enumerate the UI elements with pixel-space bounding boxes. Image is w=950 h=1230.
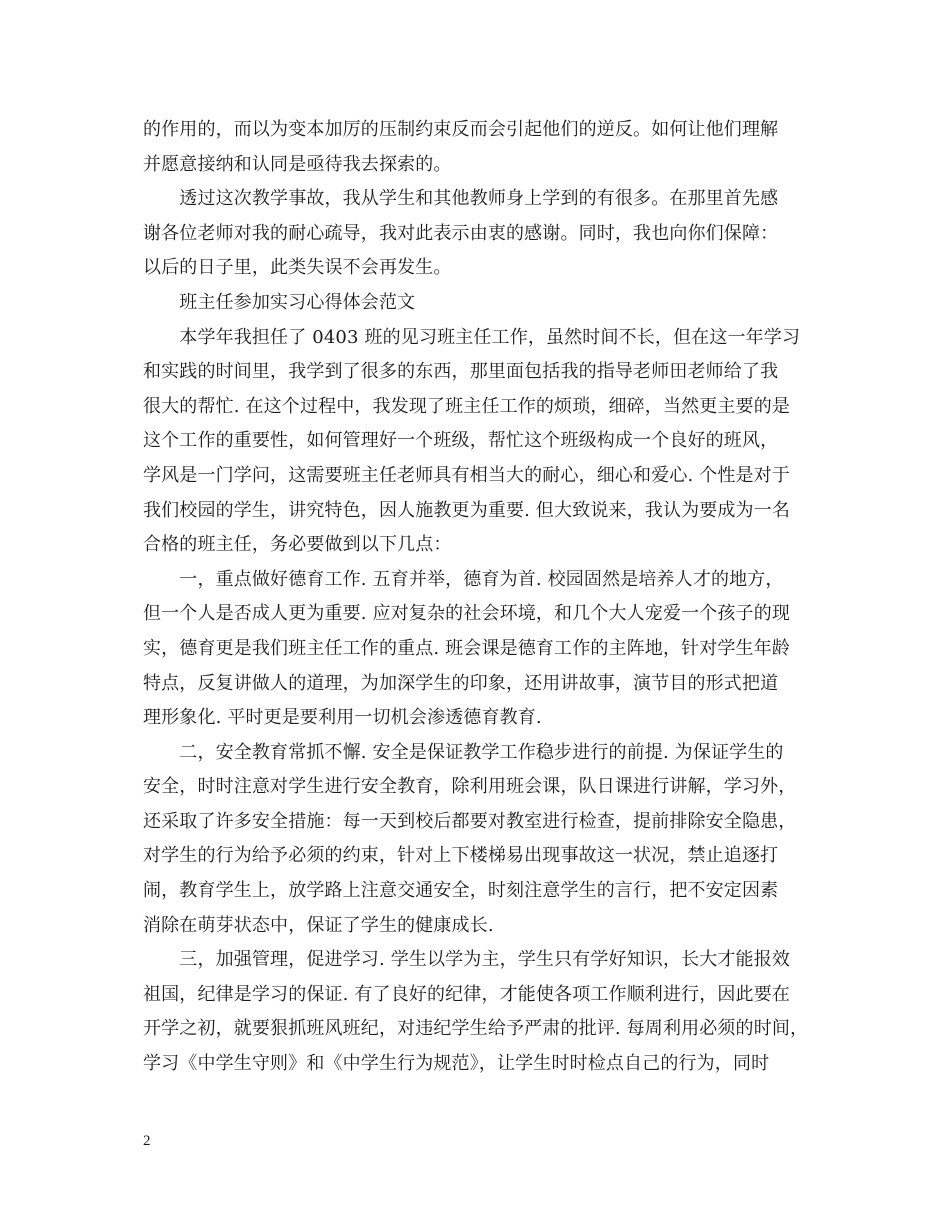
text-line: 理形象化. 平时更是要利用一切机会渗透德育教育. [143,707,542,729]
text-line: 的作用的，而以为变本加厉的压制约束反而会引起他们的逆反。如何让他们理解 [143,119,779,140]
text-line: 特点，反复讲做人的道理，为加深学生的印象，还用讲故事，演节目的形式把道 [143,672,779,694]
text-line: 三，加强管理，促进学习. 学生以学为主，学生只有学好知识，长大才能报效 [143,949,790,971]
text-line: 谢各位老师对我的耐心疏导，我对此表示由衷的感谢。同时，我也向你们保障： [143,222,779,244]
body-text [143,113,813,1082]
text-line: 这个工作的重要性，如何管理好一个班级，帮忙这个班级构成一个良好的班风， [143,430,779,452]
text-line: 班主任参加实习心得体会范文 [143,291,416,313]
text-line: 对学生的行为给予必须的约束，针对上下楼梯易出现事故这一状况，禁止追逐打 [143,845,779,867]
text-line: 二，安全教育常抓不懈. 安全是保证教学工作稳步进行的前提. 为保证学生的 [143,741,784,763]
text-line: 闹，教育学生上，放学路上注意交通安全，时刻注意学生的言行，把不安定因素 [143,880,779,902]
text-line: 消除在萌芽状态中，保证了学生的健康成长. [143,914,494,936]
text-line: 以后的日子里，此类失误不会再发生。 [143,257,452,279]
text-line: 透过这次教学事故，我从学生和其他教师身上学到的有很多。在那里首先感 [143,188,779,210]
text-line: 很大的帮忙. 在这个过程中，我发现了班主任工作的烦琐，细碎，当然更主要的是 [143,395,790,417]
text-line: 和实践的时间里，我学到了很多的东西，那里面包括我的指导老师田老师给了我 [143,361,779,383]
text-line: 安全，时时注意对学生进行安全教育，除利用班会课，队日课进行讲解，学习外， [143,776,797,798]
page-number: 2 [143,1133,151,1149]
text-line: 祖国，纪律是学习的保证. 有了良好的纪律，才能使各项工作顺利进行，因此要在 [143,983,790,1005]
text-line: 还采取了许多安全措施：每一天到校后都要对教室进行检查，提前排除安全隐患， [143,810,797,832]
text-line: 一，重点做好德育工作. 五育并举，德育为首. 校园固然是培养人才的地方， [143,568,784,590]
text-line: 合格的班主任，务必要做到以下几点： [143,534,452,556]
text-line: 我们校园的学生，讲究特色，因人施教更为重要. 但大致说来，我认为要成为一名 [143,499,790,521]
text-line: 学习《中学生守则》和《中学生行为规范》，让学生时时检点自己的行为，同时 [143,1053,770,1075]
text-line: 学风是一门学问，这需要班主任老师具有相当大的耐心，细心和爱心. 个性是对于 [143,464,790,486]
text-line: 实，德育更是我们班主任工作的重点. 班会课是德育工作的主阵地，针对学生年龄 [143,637,790,659]
text-line: 但一个人是否成人更为重要. 应对复杂的社会环境，和几个大人宠爱一个孩子的现 [143,603,790,625]
text-line: 并愿意接纳和认同是亟待我去探索的。 [143,153,452,175]
text-line: 开学之初，就要狠抓班风班纪，对违纪学生给予严肃的批评. 每周利用必须的时间， [143,1018,809,1040]
text-line: 本学年我担任了 0403 班的见习班主任工作，虽然时间不长，但在这一年学习 [143,326,801,348]
